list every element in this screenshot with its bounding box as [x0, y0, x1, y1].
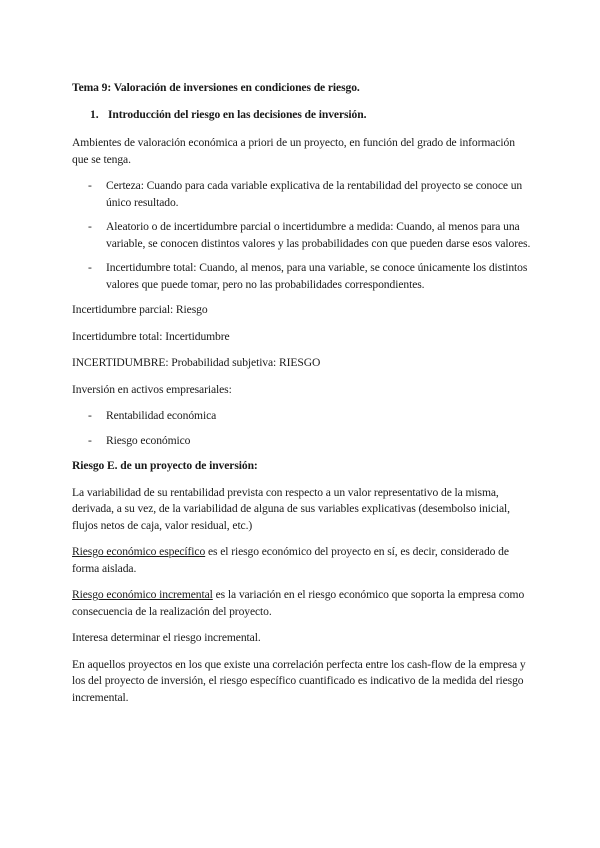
list-item — [72, 178, 532, 211]
list-item — [72, 260, 532, 293]
investment-item-riesgo: Riesgo económico — [106, 433, 191, 447]
specific-risk-paragraph — [72, 544, 532, 577]
environment-certeza: Certeza: Cuando para cada variable explicativa de la rentabilidad del proyecto se conoce un único resultado. — [106, 179, 523, 209]
intro-paragraph: Ambientes de valoración económica a priori de un proyecto, en función del grado de información que se tenga. — [72, 136, 515, 166]
section-number: 1. — [90, 107, 99, 121]
list-item — [72, 433, 532, 450]
list-item — [72, 219, 532, 252]
specific-risk-term: Riesgo económico específico — [72, 545, 206, 558]
section-title: Introducción del riesgo en las decisiones de inversión. — [108, 107, 367, 121]
investment-list — [72, 408, 532, 449]
environment-aleatorio: Aleatorio o de incertidumbre parcial o incertidumbre a medida: Cuando, al menos para una variable, se conocen distintos valores y las probabilidades con que pueden darse esos valores. — [106, 220, 531, 250]
investment-intro: Inversión en activos empresariales: — [72, 382, 232, 396]
incremental-risk-term: Riesgo económico incremental — [72, 588, 213, 601]
list-item — [72, 408, 532, 425]
risk-heading: Riesgo E. de un proyecto de inversión: — [72, 459, 258, 472]
specific-risk-text: es el riesgo económico del proyecto en sí, es decir, considerado de forma aislada. — [72, 545, 509, 575]
document-title: Tema 9: Valoración de inversiones en condiciones de riesgo. — [72, 81, 360, 94]
conclusion-paragraph: En aquellos proyectos en los que existe una correlación perfecta entre los cash-flow de la empresa y los del proyecto de inversión, el riesgo específico cuantificado es indicativo de la medida del riesgo incremental. — [72, 657, 526, 704]
interest-line: Interesa determinar el riesgo incremental. — [72, 631, 261, 644]
risk-definition: La variabilidad de su rentabilidad prevista con respecto a un valor representativo de la misma, derivada, a su vez, de la variabilidad de alguna de sus variables explicativas (desembolso inicial, flujos netos de caja, valor residual, etc.) — [72, 485, 510, 532]
dash-bullet: - — [88, 409, 92, 422]
document-body — [72, 80, 532, 716]
dash-bullet: - — [88, 179, 92, 192]
dash-bullet: - — [88, 220, 92, 233]
equivalence-line: Incertidumbre parcial: Riesgo — [72, 303, 208, 316]
environment-incertidumbre-total: Incertidumbre total: Cuando, al menos, para una variable, se conoce únicamente los distintos valores que puede tomar, pero no las probabilidades correspondientes. — [106, 261, 528, 291]
investment-item-rentabilidad: Rentabilidad económica — [106, 409, 217, 422]
equivalence-line: Incertidumbre total: Incertidumbre — [72, 329, 230, 343]
dash-bullet: - — [88, 261, 92, 274]
environments-list — [72, 178, 532, 293]
incremental-risk-text: es la variación en el riesgo económico que soporta la empresa como consecuencia de la realización del proyecto. — [72, 588, 525, 618]
dash-bullet: - — [88, 433, 92, 447]
section-heading — [90, 107, 532, 124]
equivalence-line: INCERTIDUMBRE: Probabilidad subjetiva: RIESGO — [72, 356, 321, 369]
incremental-risk-paragraph — [72, 587, 532, 620]
